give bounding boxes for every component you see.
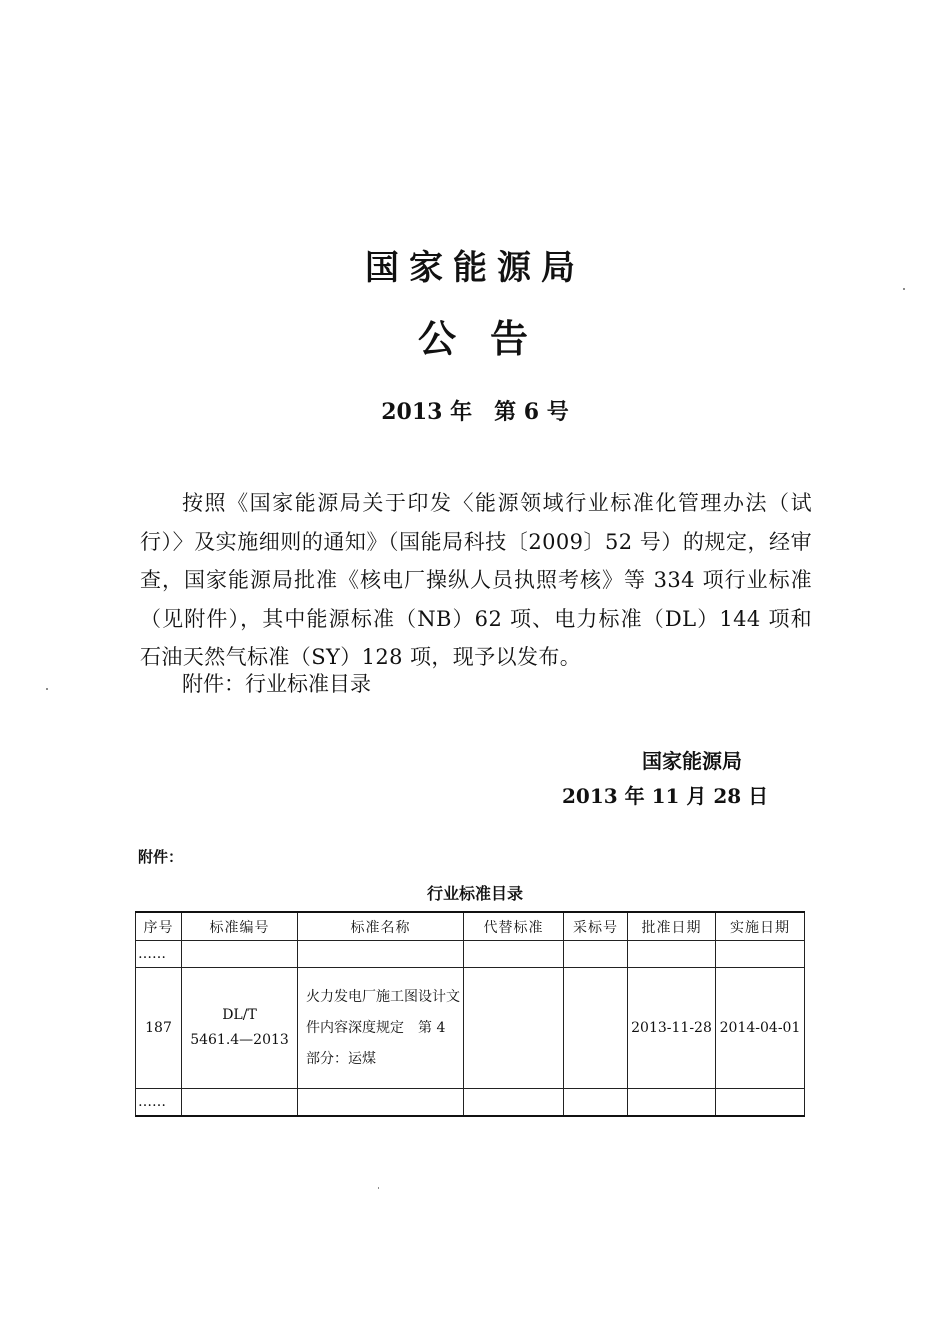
attachment-label: 附件：	[138, 848, 184, 866]
issue-number: 2013 年 第 6 号	[381, 399, 569, 425]
scan-speck	[903, 288, 905, 290]
row-code-line1: DL/T	[222, 1007, 257, 1023]
document-type-title: 公告	[417, 317, 562, 361]
table-header-row	[136, 912, 805, 941]
signature-org: 国家能源局	[642, 749, 742, 773]
scan-speck	[378, 1187, 379, 1189]
row-seq: 187	[136, 968, 182, 1089]
col-effective: 实施日期	[716, 912, 805, 941]
col-replaces: 代替标准	[464, 912, 564, 941]
ellipsis-cell: ……	[136, 1089, 182, 1117]
row-code-line2: 5461.4—2013	[190, 1032, 289, 1048]
announcement-paragraph: 按照《国家能源局关于印发〈能源领域行业标准化管理办法（试行）〉及实施细则的通知》（国能局科技〔2009〕52 号）的规定，经审查，国家能源局批准《核电厂操纵人员执照考核》等 334 项行业标准（见附件），其中能源标准（NB）62 项、电力标准（DL）144 项和石油天然气标准（SY）128 项，现予以发布。	[140, 491, 812, 669]
col-seq: 序号	[136, 912, 182, 941]
table-row-ellipsis-top	[136, 941, 805, 968]
standards-table	[135, 911, 805, 1117]
table-row	[136, 968, 805, 1089]
col-adopted: 采标号	[564, 912, 628, 941]
table-row-ellipsis-bottom	[136, 1089, 805, 1117]
announcement-body	[140, 484, 812, 677]
row-name: 火力发电厂施工图设计文件内容深度规定 第 4 部分：运煤	[298, 968, 464, 1089]
row-effective: 2014-04-01	[716, 968, 805, 1089]
row-approved: 2013-11-28	[628, 968, 716, 1089]
signature-date: 2013 年 11 月 28 日	[562, 784, 769, 808]
row-code	[182, 968, 298, 1089]
attachment-reference: 附件：行业标准目录	[182, 672, 371, 696]
table-title: 行业标准目录	[426, 884, 523, 903]
col-code: 标准编号	[182, 912, 298, 941]
row-replaces	[464, 968, 564, 1089]
document-org-title: 国家能源局	[365, 248, 585, 288]
col-approved: 批准日期	[628, 912, 716, 941]
ellipsis-cell: ……	[136, 941, 182, 968]
col-name: 标准名称	[298, 912, 464, 941]
scan-speck	[46, 688, 48, 690]
row-adopted	[564, 968, 628, 1089]
